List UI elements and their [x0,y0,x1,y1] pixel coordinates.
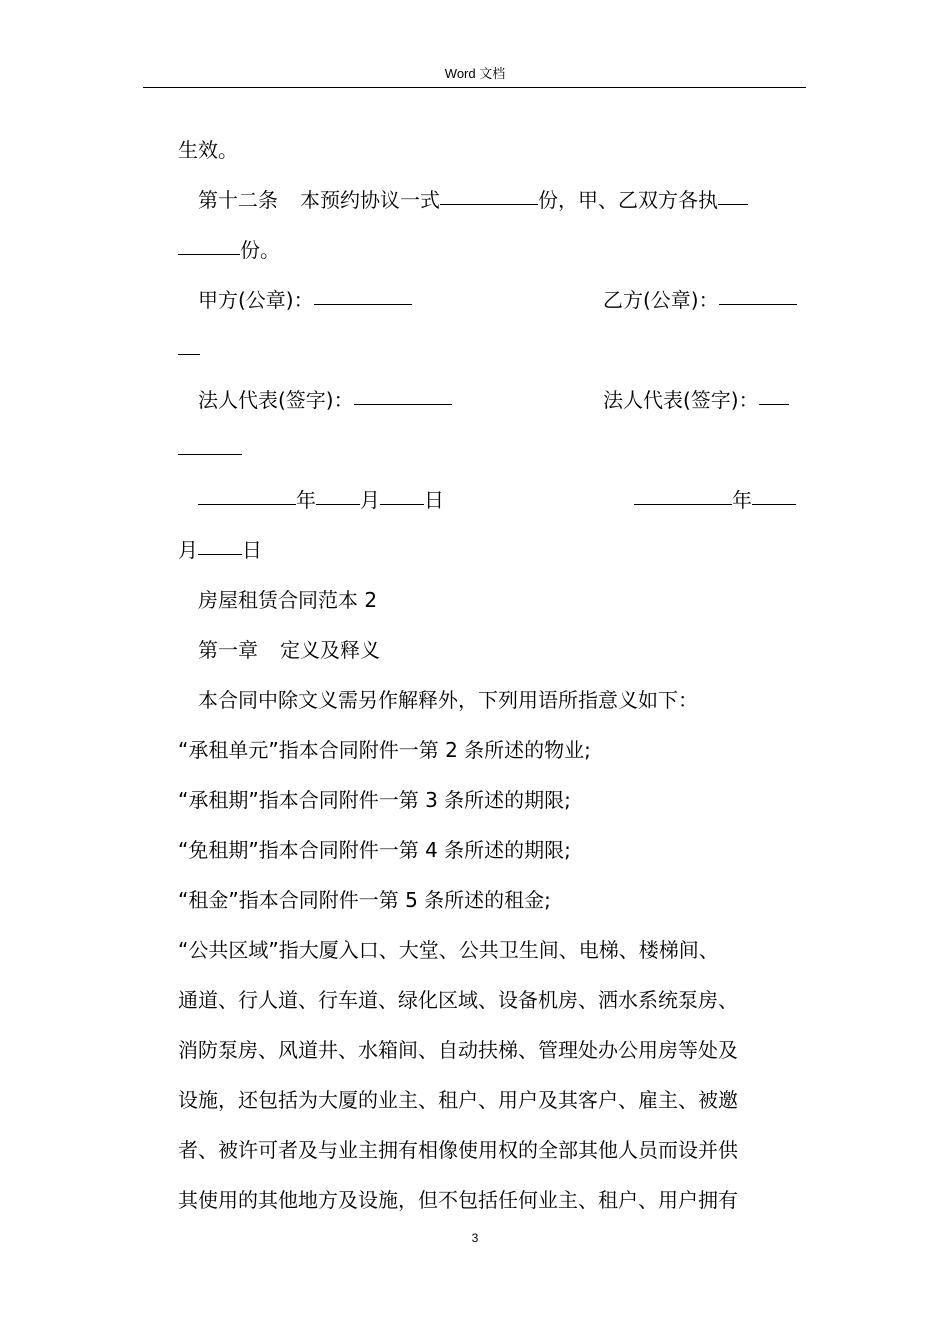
date-a [198,487,444,513]
section-title: 房屋租赁合同范本 2 [198,588,378,612]
rep-b-label: 法人代表(签字)： [603,388,759,412]
blank-rep-b [759,403,789,405]
blank-rep-a [354,403,452,405]
blank-month-a [316,503,360,505]
text-line-13: “免租期”指本合同附件一第 4 条所述的期限; [178,838,571,862]
blank-party-b [719,303,797,305]
text-line-2 [198,187,748,213]
text-line-18: 设施，还包括为大厦的业主、租户、用户及其客户、雇主、被邀 [178,1088,738,1112]
blank-rep-b-cont [178,453,242,455]
text-line-16: 通道、行人道、行车道、绿化区域、设备机房、洒水系统泵房、 [178,988,738,1012]
year-label-a: 年 [296,488,316,512]
month-label-a: 月 [360,488,380,512]
text-line-19: 者、被许可者及与业主拥有相像使用权的全部其他人员而设并供 [178,1138,738,1162]
page-header: Word 文档 [444,66,506,81]
text-line-14: “租金”指本合同附件一第 5 条所述的租金; [178,888,551,912]
rep-b-blank-cont [178,437,242,463]
text-line-15: “公共区域”指大厦入口、大堂、公共卫生间、电梯、楼梯间、 [178,938,719,962]
blank-party-b-cont [178,353,200,355]
text-line-10: 本合同中除文义需另作解释外，下列用语所指意义如下： [198,688,698,712]
party-b-blank-cont [178,337,200,363]
blank-copies [440,203,538,205]
party-a-label: 甲方(公章)： [198,288,314,312]
chapter-number: 第一章 [198,638,258,662]
page-number: 3 [471,1231,479,1245]
party-b-seal [603,287,797,313]
blank-each-cont [178,253,240,255]
rep-b [603,387,789,413]
article-text: 本预约协议一式 [300,188,440,212]
rep-a [198,387,452,413]
text-line-17: 消防泵房、风道井、水箱间、自动扶梯、管理处办公用房等处及 [178,1038,738,1062]
blank-each [718,203,748,205]
text-line-1: 生效。 [178,138,238,162]
blank-day-a [380,503,424,505]
day-label-b: 日 [242,538,262,562]
text-line-20: 其使用的其他地方及设施，但不包括任何业主、租户、用户拥有 [178,1188,738,1212]
blank-party-a [314,303,412,305]
year-label-b: 年 [732,488,752,512]
rep-a-label: 法人代表(签字)： [198,388,354,412]
article-text-2: 份，甲、乙双方各执 [538,188,718,212]
chapter-heading [198,637,380,663]
date-b-cont [178,537,262,563]
article-number: 第十二条 [198,188,278,212]
party-a-seal [198,287,412,313]
chapter-title: 定义及释义 [280,638,380,662]
text-line-12: “承租期”指本合同附件一第 3 条所述的期限; [178,788,571,812]
day-label-a: 日 [424,488,444,512]
blank-day-b [198,553,242,555]
text-line-11: “承租单元”指本合同附件一第 2 条所述的物业; [178,738,591,762]
blank-year-b [634,503,732,505]
date-b [634,487,796,513]
party-b-label: 乙方(公章)： [603,288,719,312]
month-label-b: 月 [178,538,198,562]
blank-month-b [752,503,796,505]
header-rule [143,87,806,88]
blank-year-a [198,503,296,505]
copies-suffix: 份。 [240,238,280,262]
text-line-3 [178,237,280,263]
